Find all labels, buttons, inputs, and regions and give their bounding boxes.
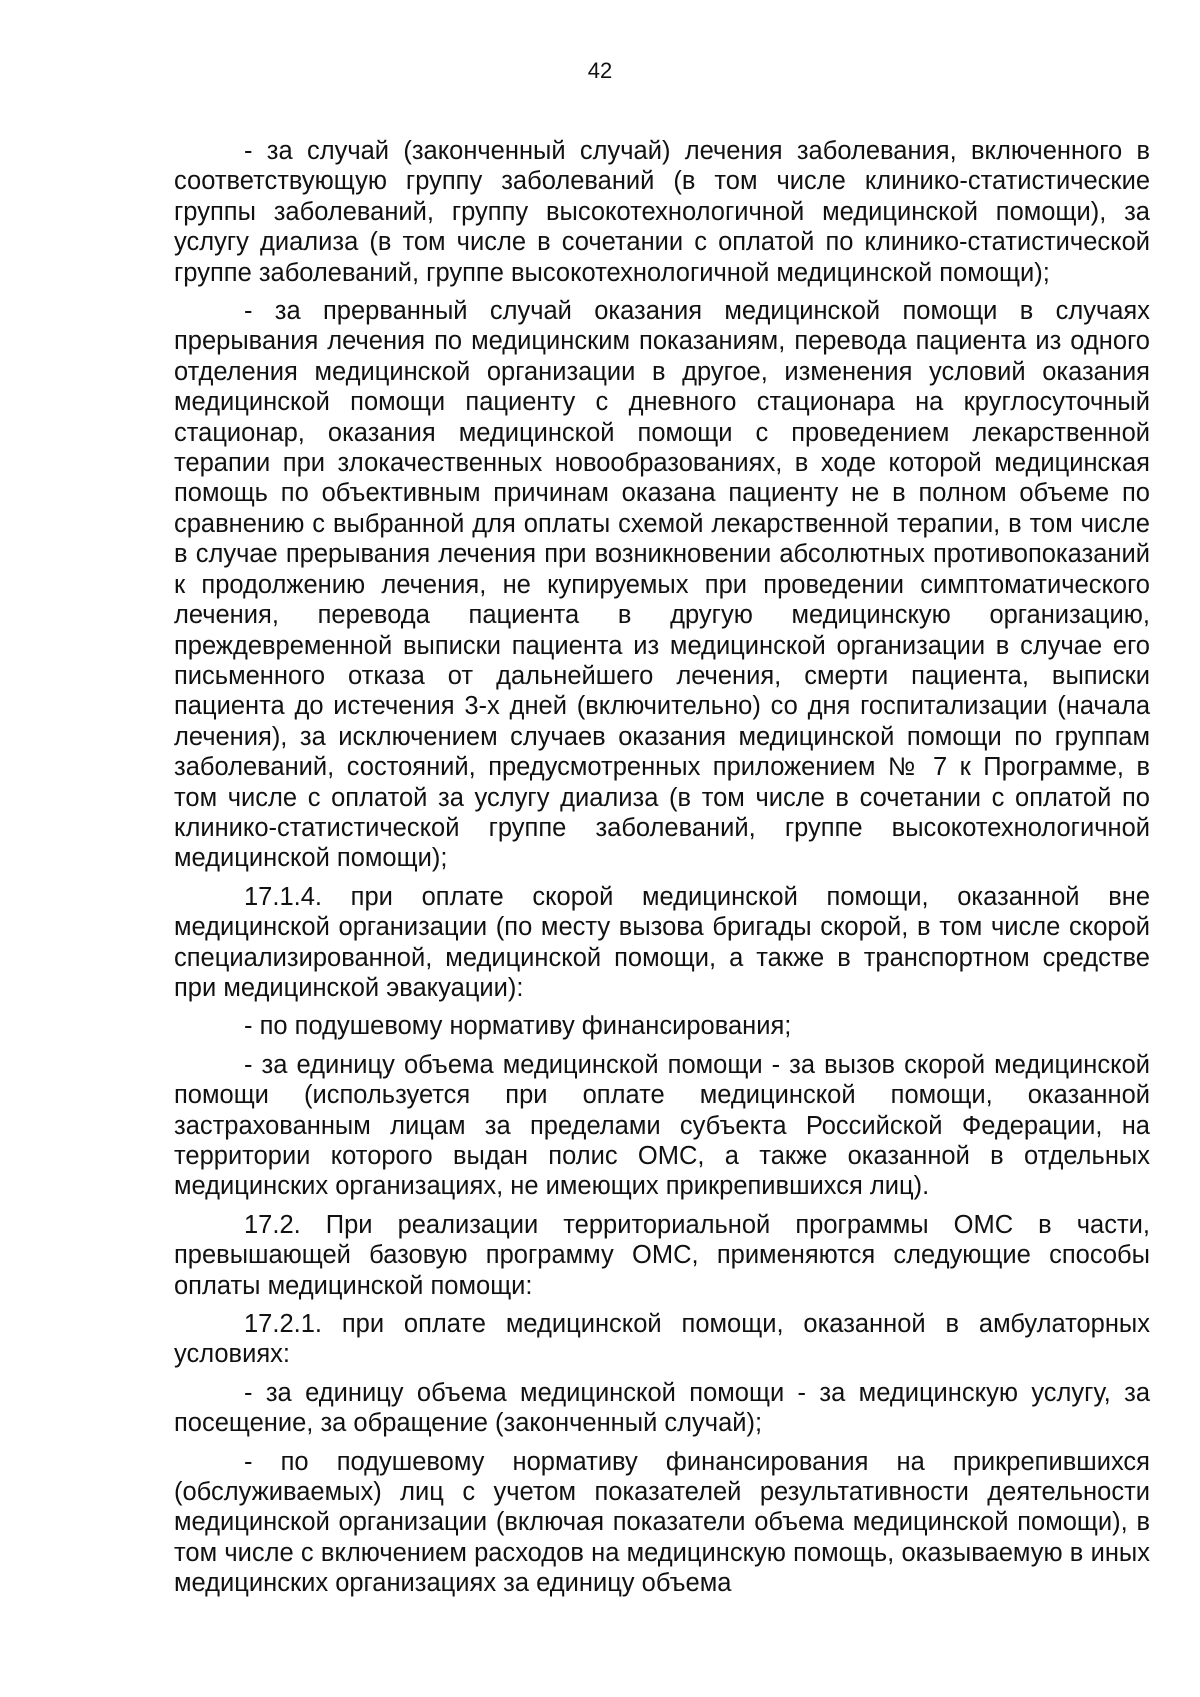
paragraph-interrupted-case: - за прерванный случай оказания медицинской помощи в случаях прерывания лечения по медицинским показаниям, перевода пациента из одного отделения медицинской организации в другое, изменения условий оказания медицинской помощи пациенту с дневного стационара на круглосуточный стационар, оказания медицинской помощи с проведением лекарственной терапии при злокачественных новообразованиях, в ходе которой медицинская помощь по объективным причинам оказана пациенту не в полном объеме по сравнению с выбранной для оплаты схемой лекарственной терапии, в том числе в случае прерывания лечения при возникновении абсолютных противопоказаний к продолжению лечения, не купируемых при проведении симптоматического лечения, перевода пациента в другую медицинскую организацию, преждевременной выписки пациента из медицинской организации в случае его письменного отказа от дальнейшего лечения, смерти пациента, выписки пациента до истечения 3-х дней (включительно) со дня госпитализации (начала лечения), за исключением случаев оказания медицинской помощи по группам заболеваний, состояний, предусмотренных приложением № 7 к Программе, в том числе с оплатой за услугу диализа (в том числе в сочетании с оплатой по клинико-статистической группе заболеваний, группе высокотехнологичной медицинской помощи); [174, 297, 1150, 873]
paragraph-per-capita-norm: - по подушевому нормативу финансирования; [244, 1012, 792, 1041]
paragraph-17-2-1: 17.2.1. при оплате медицинской помощи, оказанной в амбулаторных условиях: [174, 1310, 1150, 1369]
paragraph-17-2: 17.2. При реализации территориальной программы ОМС в части, превышающей базовую программу ОМС, применяются следующие способы оплаты медицинской помощи: [174, 1210, 1150, 1300]
paragraph-unit-of-volume: - за единицу объема медицинской помощи - за вызов скорой медицинской помощи (используется при оплате медицинской помощи, оказанной застрахованным лицам за пределами субъекта Российской Федерации, на территории которого выдан полис ОМС, а также оказанной в отдельных медицинских организациях, не имеющих прикрепившихся лиц). [174, 1050, 1150, 1201]
paragraph-service-visit: - за единицу объема медицинской помощи - за медицинскую услугу, за посещение, за обращение (законченный случай); [174, 1378, 1150, 1438]
document-body [174, 136, 1150, 1607]
page-number: 42 [587, 58, 613, 83]
paragraph-17-1-4: 17.1.4. при оплате скорой медицинской помощи, оказанной вне медицинской организации (по месту вызова бригады скорой, в том числе скорой специализированной, медицинской помощи, а также в транспортном средстве при медицинской эвакуации): [174, 882, 1150, 1002]
paragraph-case-completed: - за случай (законченный случай) лечения заболевания, включенного в соответствующую группу заболеваний (в том числе клинико-статистические группы заболеваний, группу высокотехнологичной медицинской помощи), за услугу диализа (в том числе в сочетании с оплатой по клинико-статистической группе заболеваний, группе высокотехнологичной медицинской помощи); [174, 137, 1150, 287]
paragraph-attached-persons: - по подушевому нормативу финансирования на прикрепившихся (обслуживаемых) лиц с учетом показателей результативности деятельности медицинской организации (включая показатели объема медицинской помощи), в том числе с включением расходов на медицинскую помощь, оказываемую в иных медицинских организациях за единицу объема [174, 1447, 1150, 1598]
